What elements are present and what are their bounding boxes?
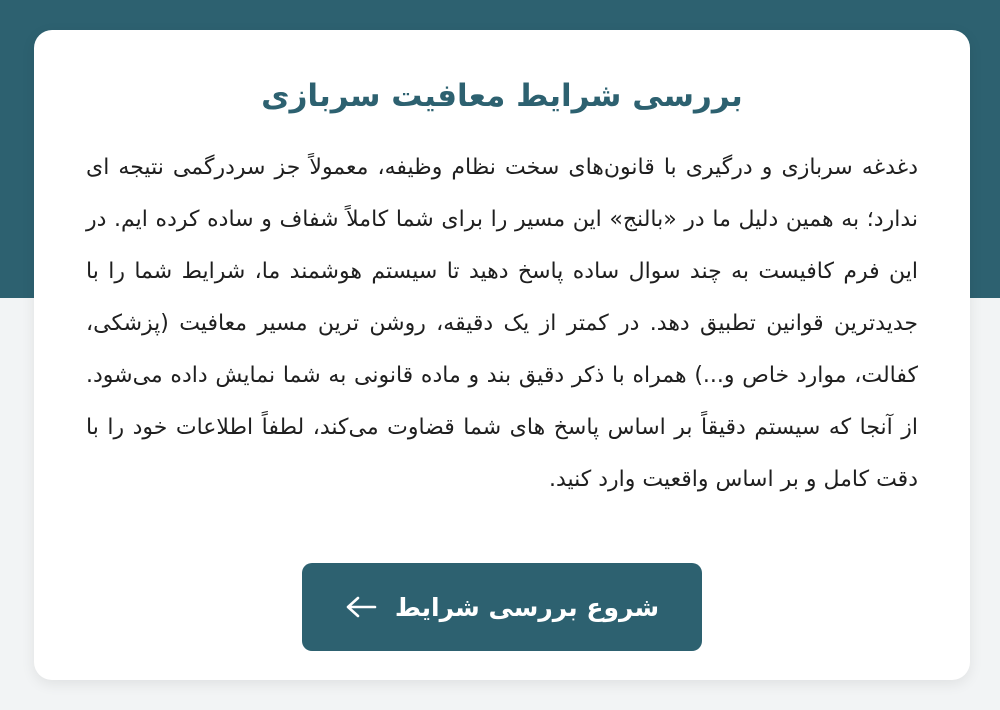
page-title: بررسی شرایط معافیت سربازی (261, 78, 743, 114)
start-check-button-label: شروع بررسی شرایط (394, 592, 660, 622)
exemption-intro-card (34, 30, 970, 680)
intro-description: دغدغه سربازی و درگیری با قانون‌های سخت نظام وظیفه، معمولاً جز سردرگمی نتیجه ای ندارد؛ به همین دلیل ما در «بالنج» این مسیر را برای شما کاملاً شفاف و ساده کرده ایم. در این فرم کافیست به چند سوال ساده پاسخ دهید تا سیستم هوشمند ما، شرایط شما را با جدیدترین قوانین تطبیق دهد. در کمتر از یک دقیقه، روشن ترین مسیر معافیت (پزشکی، کفالت، موارد خاص و...) همراه با ذکر دقیق بند و ماده قانونی به شما نمایش داده می‌شود. از آنجا که سیستم دقیقاً بر اساس پاسخ های شما قضاوت می‌کند، لطفاً اطلاعات خود را با دقت کامل و بر اساس واقعیت وارد کنید. (86, 155, 918, 492)
arrow-left-icon (345, 595, 377, 619)
cta-container (34, 563, 970, 651)
start-check-button[interactable] (302, 563, 702, 651)
